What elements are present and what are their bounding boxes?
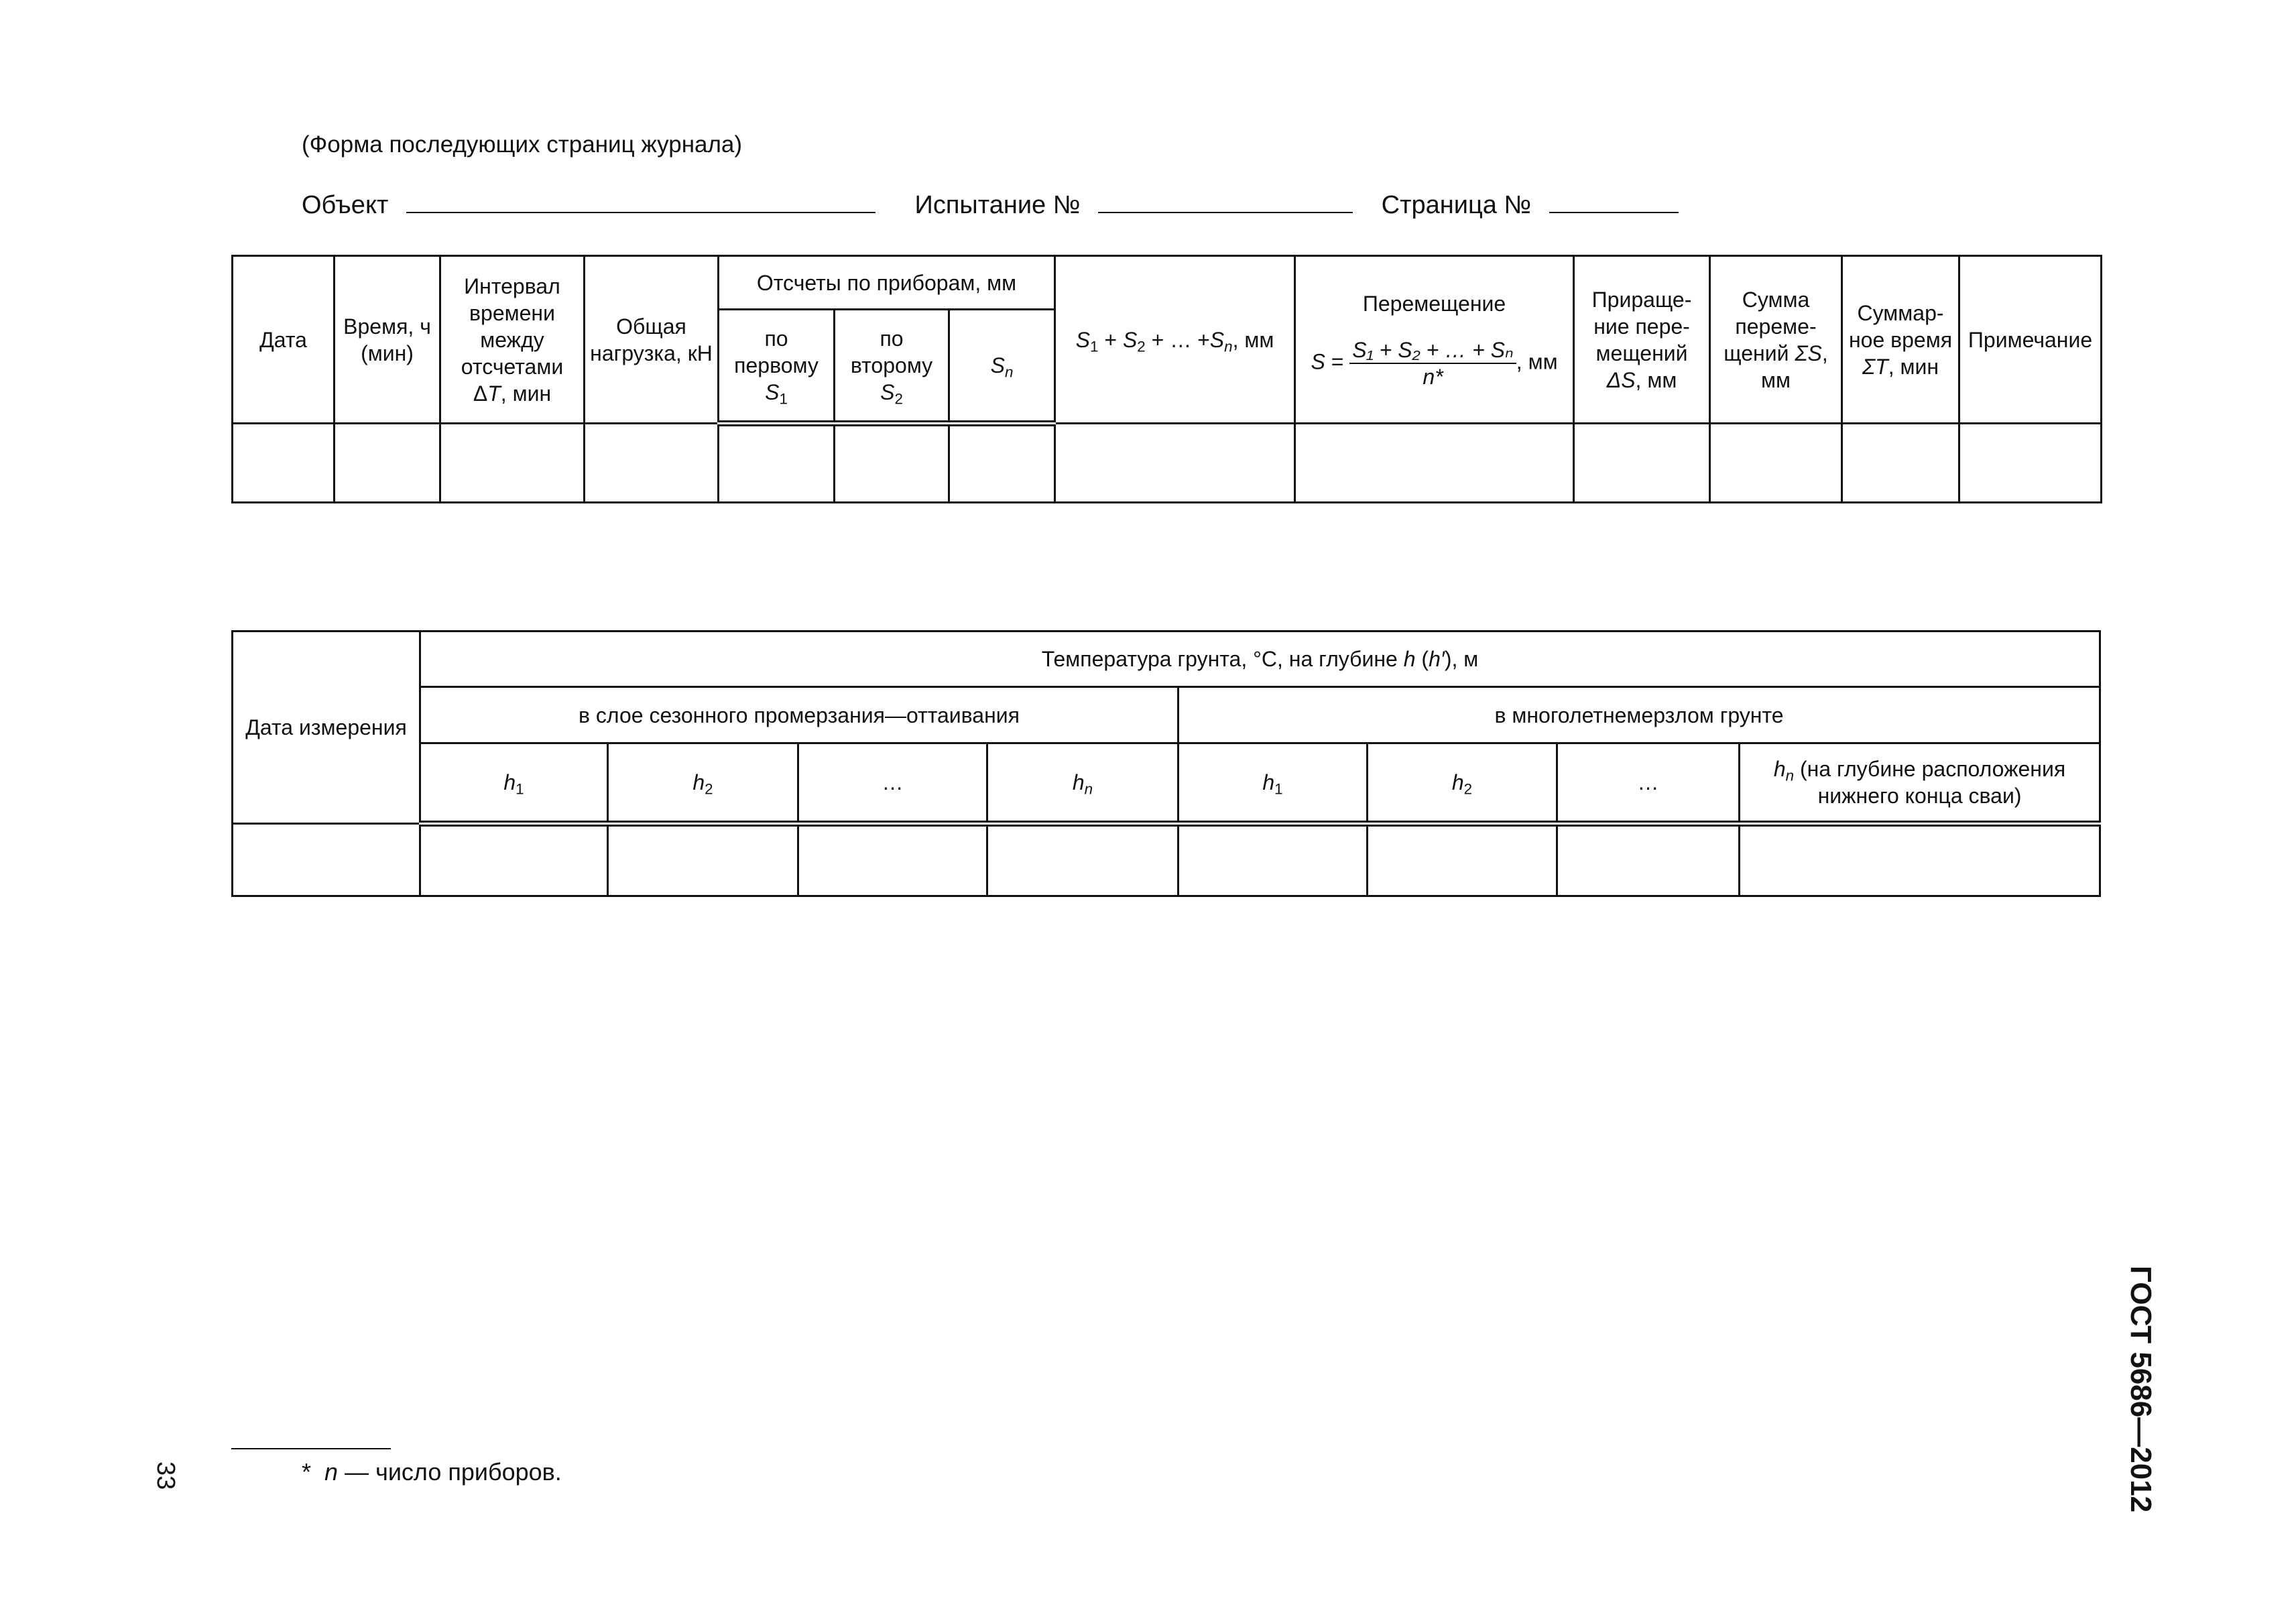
footnote-n: n (324, 1458, 339, 1486)
test-number-field[interactable] (1098, 193, 1353, 213)
col-total-time (1842, 256, 1959, 424)
sum-sn-sub: n (1224, 338, 1233, 355)
temp-title-pre: Температура грунта, °С, на глубине (1041, 647, 1404, 671)
temp-title-mid: ( (1415, 647, 1429, 671)
temperature-table (231, 630, 2101, 897)
temp-title-post: ), м (1444, 647, 1479, 671)
cell[interactable] (585, 424, 719, 503)
perm-depth-h2 (1368, 743, 1557, 824)
cell[interactable] (1179, 824, 1368, 896)
depth-h1 (420, 743, 608, 824)
temp-title-h: h (1403, 647, 1416, 671)
sum-disp-unit: , мм (1761, 341, 1828, 392)
cell[interactable] (1740, 824, 2100, 896)
disp-eq: = (1325, 349, 1350, 373)
standard-code: ГОСТ 5686—2012 (2124, 1266, 2157, 1513)
h-sub: 2 (705, 780, 713, 798)
interval-delta: Δ (473, 381, 488, 406)
cell[interactable] (1557, 824, 1740, 896)
disp-lhs: S (1311, 349, 1325, 373)
total-time-label: Суммар-ное время (1848, 300, 1953, 352)
col-displacement (1295, 256, 1574, 424)
page-number-field[interactable] (1549, 193, 1679, 213)
displacement-formula (1300, 337, 1569, 389)
col-date: Дата (233, 256, 335, 424)
h-sub: 2 (1463, 780, 1473, 798)
col-measure-date: Дата измерения (233, 632, 420, 824)
sum-s1-sub: 1 (1090, 338, 1099, 355)
form-caption: (Форма последующих страниц журнала) (302, 131, 743, 158)
interval-unit: , мин (500, 381, 552, 406)
col-first-device (719, 310, 835, 424)
nth-device-symbol: S (990, 353, 1005, 377)
sum-disp-label: Сумма переме-щений (1724, 287, 1817, 365)
sum-disp-symbol: ΣS (1795, 341, 1822, 365)
cell[interactable] (798, 824, 987, 896)
settlement-table (231, 255, 2102, 503)
cell[interactable] (949, 424, 1055, 503)
total-time-unit: , мин (1888, 354, 1939, 379)
col-increment (1574, 256, 1710, 424)
seasonal-layer-header: в слое сезонного промерзания—оттаивания (420, 687, 1179, 743)
h-sub: n (1084, 780, 1093, 798)
cell[interactable] (1959, 424, 2102, 503)
perm-depth-hn (1740, 743, 2100, 824)
sum-unit: , мм (1232, 327, 1274, 352)
nth-device-sub: n (1004, 363, 1014, 381)
h-sub: 1 (516, 780, 524, 798)
table-row (233, 424, 2102, 503)
second-device-sub: 2 (894, 390, 903, 408)
interval-T: T (487, 381, 501, 406)
sum-plus1: + (1098, 327, 1123, 352)
test-label: Испытание № (914, 191, 1081, 219)
object-label: Объект (302, 191, 389, 219)
cell[interactable] (440, 424, 585, 503)
col-interval (440, 256, 585, 424)
cell[interactable] (1295, 424, 1574, 503)
cell[interactable] (1055, 424, 1295, 503)
disp-fraction (1349, 337, 1516, 389)
footnote-text: — число приборов. (338, 1458, 562, 1486)
sum-sn: S (1209, 327, 1225, 352)
cell[interactable] (835, 424, 949, 503)
col-time: Время, ч (мин) (335, 256, 440, 424)
cell[interactable] (1710, 424, 1842, 503)
second-device-symbol: S (880, 380, 895, 404)
h-symbol: h (503, 770, 516, 794)
perm-depth-h1 (1179, 743, 1368, 824)
displacement-label: Перемещение (1362, 291, 1506, 316)
h-symbol: h (1773, 757, 1786, 781)
cell[interactable] (420, 824, 608, 896)
h-symbol: h (692, 770, 705, 794)
page-label: Страница № (1381, 191, 1532, 219)
footnote (302, 1458, 562, 1486)
first-device-label: по первому (734, 326, 819, 377)
footnote-star: * (302, 1458, 312, 1486)
permafrost-header: в многолетнемерзлом грунте (1179, 687, 2100, 743)
increment-unit: , мм (1635, 367, 1677, 392)
sum-s2-sub: 2 (1137, 338, 1146, 355)
disp-unit: , мм (1516, 349, 1558, 373)
depth-ellipsis: … (798, 743, 987, 824)
total-time-symbol: ΣT (1862, 354, 1888, 379)
hn-note: (на глубине расположения нижнего конца сваи) (1794, 757, 2066, 808)
h-sub: 1 (1274, 780, 1283, 798)
sum-s1: S (1075, 327, 1091, 352)
col-sum-displacement (1710, 256, 1842, 424)
cell[interactable] (608, 824, 798, 896)
first-device-sub: 1 (779, 390, 788, 408)
col-sum-readings (1055, 256, 1295, 424)
second-device-label: по второму (850, 326, 933, 377)
footnote-divider (231, 1448, 391, 1449)
disp-numerator: S₁ + S₂ + … + Sₙ (1349, 337, 1516, 364)
page-number: 33 (152, 1461, 180, 1490)
temperature-title (420, 632, 2100, 687)
cell[interactable] (233, 424, 335, 503)
sum-s2: S (1122, 327, 1138, 352)
col-load: Общая нагрузка, кН (585, 256, 719, 424)
increment-symbol: ΔS (1606, 367, 1636, 392)
table-row (233, 824, 2100, 896)
cell[interactable] (987, 824, 1179, 896)
cell[interactable] (233, 824, 420, 896)
sum-plus2: + … + (1145, 327, 1210, 352)
header-fields (302, 191, 1679, 220)
cell[interactable] (1574, 424, 1710, 503)
depth-h2 (608, 743, 798, 824)
interval-label: Интервал времени между отсчетами (461, 274, 564, 379)
cell[interactable] (335, 424, 440, 503)
col-readings: Отсчеты по приборам, мм (719, 256, 1055, 310)
object-field[interactable] (406, 193, 875, 213)
first-device-symbol: S (765, 380, 780, 404)
h-sub: n (1785, 767, 1795, 784)
col-nth-device (949, 310, 1055, 424)
depth-hn (987, 743, 1179, 824)
h-symbol: h (1072, 770, 1085, 794)
perm-depth-ellipsis: … (1557, 743, 1740, 824)
h-symbol: h (1262, 770, 1275, 794)
cell[interactable] (719, 424, 835, 503)
h-symbol: h (1451, 770, 1464, 794)
increment-label: Прираще-ние пере-мещений (1591, 287, 1692, 365)
col-second-device (835, 310, 949, 424)
cell[interactable] (1368, 824, 1557, 896)
disp-denominator: n* (1423, 364, 1443, 389)
col-note: Примечание (1959, 256, 2102, 424)
cell[interactable] (1842, 424, 1959, 503)
temp-title-hp: h′ (1429, 647, 1445, 671)
